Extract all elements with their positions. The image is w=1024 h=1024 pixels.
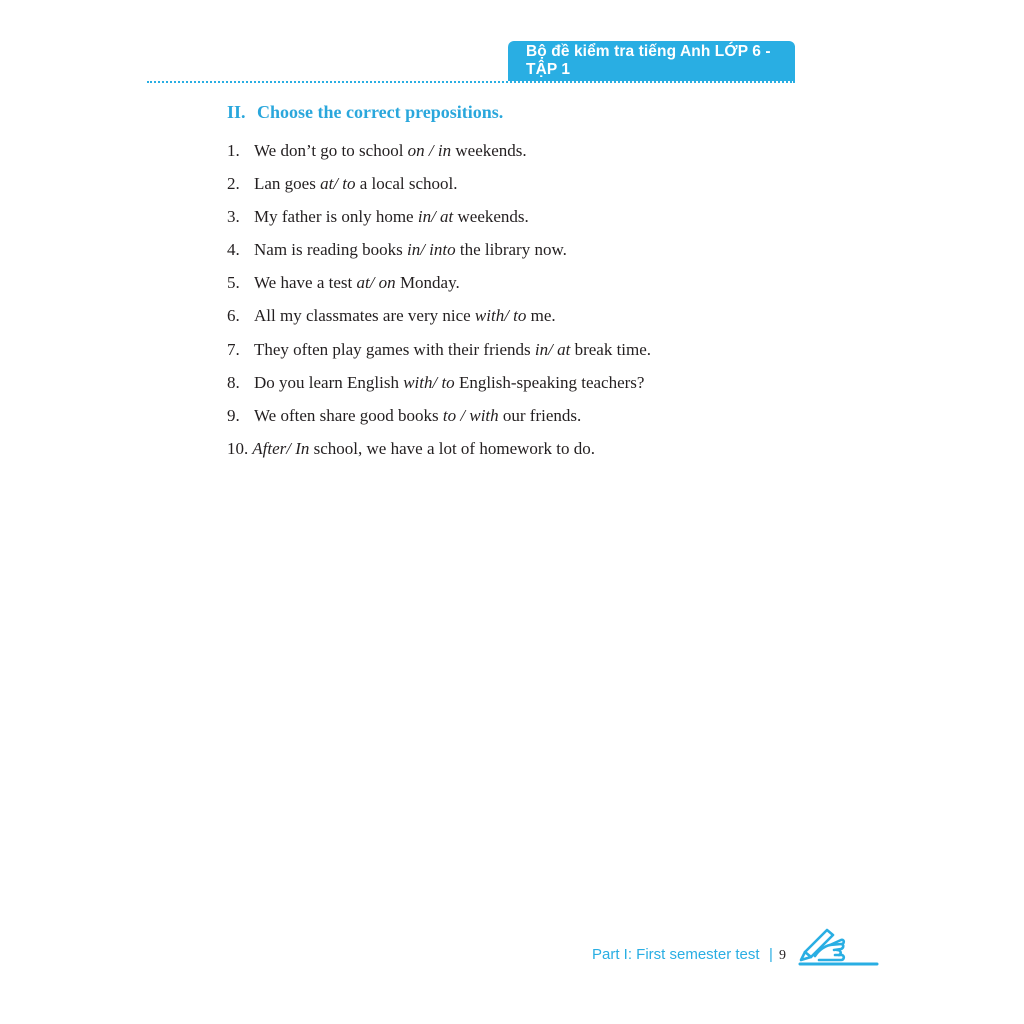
question-item xyxy=(227,173,651,206)
question-number: 8. xyxy=(227,372,240,392)
question-text-after: Monday. xyxy=(395,273,460,293)
preposition-options: in/ at xyxy=(417,207,454,227)
question-number: 10. xyxy=(227,438,249,458)
preposition-options: with/ to xyxy=(474,306,527,326)
question-item xyxy=(227,272,651,305)
header-tab xyxy=(508,41,795,81)
question-text-after: our friends. xyxy=(498,405,582,425)
question-number: 5. xyxy=(227,273,240,293)
question-text-before: Nam is reading books xyxy=(254,240,407,260)
question-number: 3. xyxy=(227,207,240,227)
question-number: 9. xyxy=(227,405,240,425)
footer-separator: | xyxy=(769,946,773,963)
question-text-after: me. xyxy=(526,306,556,326)
preposition-options: with/ to xyxy=(403,372,455,392)
question-text-before: Lan goes xyxy=(254,174,321,194)
question-number: 4. xyxy=(227,240,240,260)
question-text-after: a local school. xyxy=(355,174,458,194)
question-text-before: We have a test xyxy=(254,273,357,293)
preposition-options: After/ In xyxy=(252,438,310,458)
question-text-before: My father is only home xyxy=(254,207,418,227)
preposition-options: at/ to xyxy=(320,174,356,194)
question-text-after: break time. xyxy=(570,339,652,359)
question-text-before: We often share good books xyxy=(254,405,443,425)
question-item xyxy=(227,140,651,173)
preposition-options: at/ on xyxy=(356,273,396,293)
question-number: 1. xyxy=(227,141,240,160)
preposition-options: in/ into xyxy=(406,240,456,260)
question-text-after: weekends. xyxy=(453,207,529,227)
question-number: 6. xyxy=(227,306,240,326)
question-text-before: We don’t go to school xyxy=(254,141,408,160)
question-text-before: They often play games with their friends xyxy=(254,339,535,359)
question-text-after: weekends. xyxy=(451,141,527,160)
preposition-options: to / with xyxy=(442,405,499,425)
question-item xyxy=(227,239,651,272)
footer-part-label: Part I: First semester test xyxy=(592,946,760,963)
page-number: 9 xyxy=(779,948,786,963)
question-item xyxy=(227,305,651,338)
question-item xyxy=(227,206,651,239)
section-instruction: Choose the correct prepositions. xyxy=(257,102,504,122)
section-title xyxy=(227,102,503,123)
section-number: II. xyxy=(227,102,246,122)
question-text-after: the library now. xyxy=(455,240,567,260)
preposition-options: on / in xyxy=(407,141,452,160)
question-item xyxy=(227,372,651,405)
question-list xyxy=(227,140,651,471)
preposition-options: in/ at xyxy=(534,339,571,359)
question-text-after: school, we have a lot of homework to do. xyxy=(309,438,596,458)
question-item xyxy=(227,438,651,471)
question-item xyxy=(227,405,651,438)
writing-hand-icon xyxy=(797,926,879,968)
question-number: 2. xyxy=(227,174,240,194)
header-dotted-rule xyxy=(147,81,795,83)
question-number: 7. xyxy=(227,339,240,359)
question-text-before: Do you learn English xyxy=(254,372,404,392)
question-text-before: All my classmates are very nice xyxy=(254,306,475,326)
book-title: Bộ đề kiểm tra tiếng Anh LỚP 6 - TẬP 1 xyxy=(526,43,771,78)
question-text-after: English-speaking teachers? xyxy=(454,372,645,392)
question-item xyxy=(227,339,651,372)
